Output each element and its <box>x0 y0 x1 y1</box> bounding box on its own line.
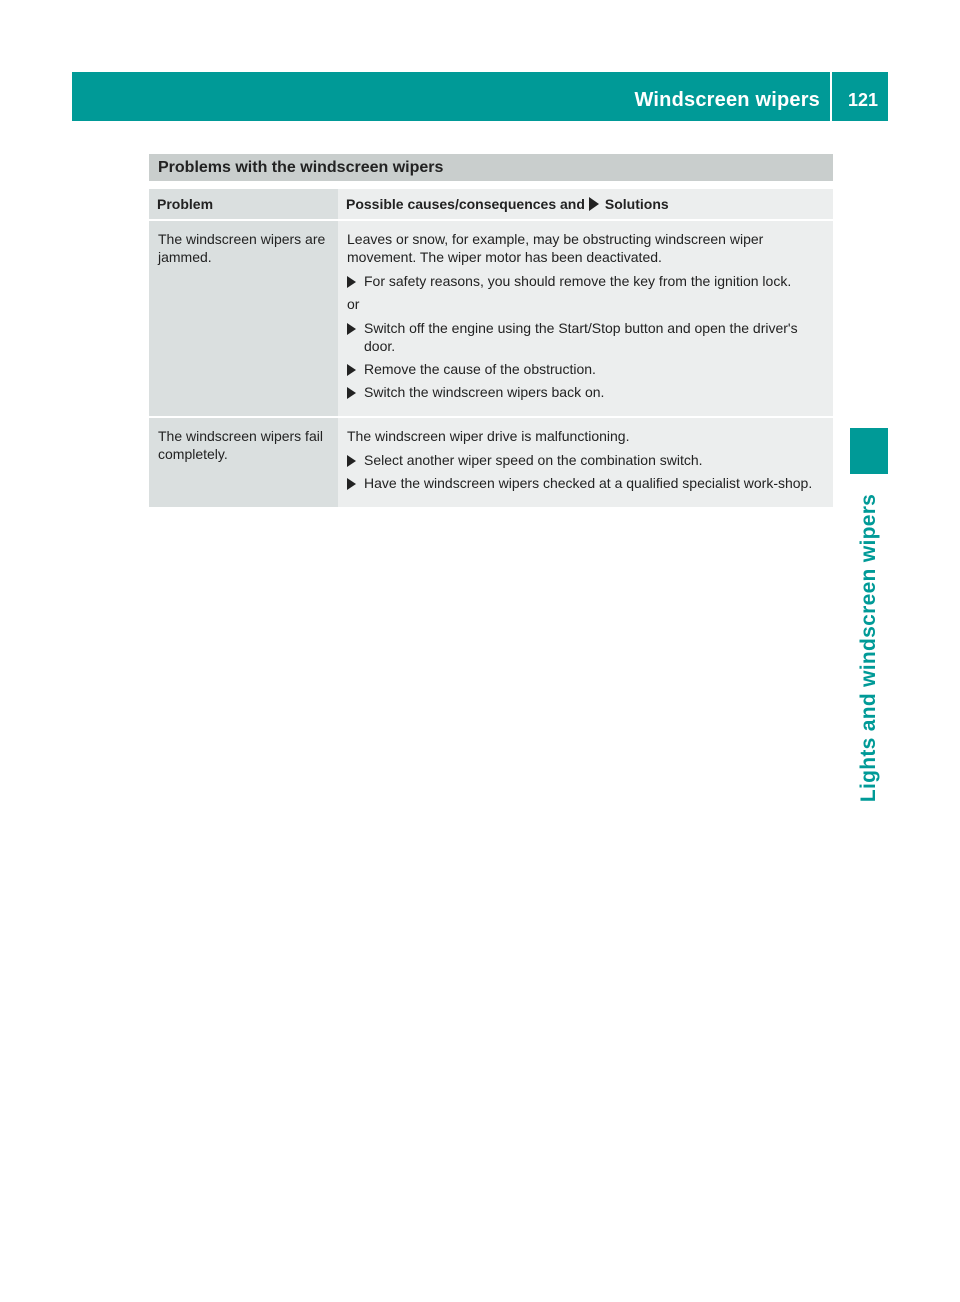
arrow-right-icon <box>347 364 356 376</box>
arrow-right-icon <box>589 197 599 211</box>
solution-step <box>347 474 825 492</box>
problems-table <box>149 154 833 509</box>
solution-cell <box>338 221 833 418</box>
column-header-causes-text: Possible causes/consequences and <box>346 196 585 212</box>
solution-step-text: Have the windscreen wipers checked at a qualified specialist work-shop. <box>364 475 813 491</box>
solution-step <box>347 383 825 401</box>
solution-step-text: Select another wiper speed on the combination switch. <box>364 452 703 468</box>
solution-step <box>347 272 825 290</box>
table-header-row <box>149 189 833 221</box>
solution-step <box>347 319 825 355</box>
page-number: 121 <box>847 90 878 110</box>
chapter-side-label: Lights and windscreen wipers <box>857 493 880 803</box>
solution-cell <box>338 418 833 509</box>
solution-step-text: Switch off the engine using the Start/Stop button and open the driver's door. <box>364 320 798 354</box>
solution-step-text: Remove the cause of the obstruction. <box>364 361 596 377</box>
arrow-right-icon <box>347 478 356 490</box>
separator-text: or <box>347 296 360 312</box>
problem-cell: The windscreen wipers are jammed. <box>149 221 338 418</box>
column-header-problem: Problem <box>149 189 338 221</box>
table-caption-row <box>149 154 833 181</box>
header-divider <box>830 72 832 121</box>
column-header-solutions-text: Solutions <box>604 196 669 212</box>
arrow-right-icon <box>347 387 356 399</box>
solution-step <box>347 360 825 378</box>
section-title: Windscreen wipers <box>634 89 820 111</box>
cause-text: Leaves or snow, for example, may be obstructing windscreen wiper movement. The wiper motor has been deactivated. <box>347 231 764 265</box>
solution-step-text: For safety reasons, you should remove the key from the ignition lock. <box>364 273 792 289</box>
table-title: Problems with the windscreen wipers <box>149 154 833 181</box>
solution-step <box>347 451 825 469</box>
table-row <box>149 418 833 509</box>
arrow-right-icon <box>347 323 356 335</box>
solution-step-text: Switch the windscreen wipers back on. <box>364 384 605 400</box>
chapter-tab-marker <box>850 428 888 474</box>
table-gap <box>149 181 833 189</box>
arrow-right-icon <box>347 455 356 467</box>
problem-cell: The windscreen wipers fail completely. <box>149 418 338 509</box>
arrow-right-icon <box>347 276 356 288</box>
column-header-solutions <box>338 189 833 221</box>
table-row <box>149 221 833 418</box>
page-header-bar <box>72 72 888 121</box>
cause-text: The windscreen wiper drive is malfunctioning. <box>347 428 630 444</box>
